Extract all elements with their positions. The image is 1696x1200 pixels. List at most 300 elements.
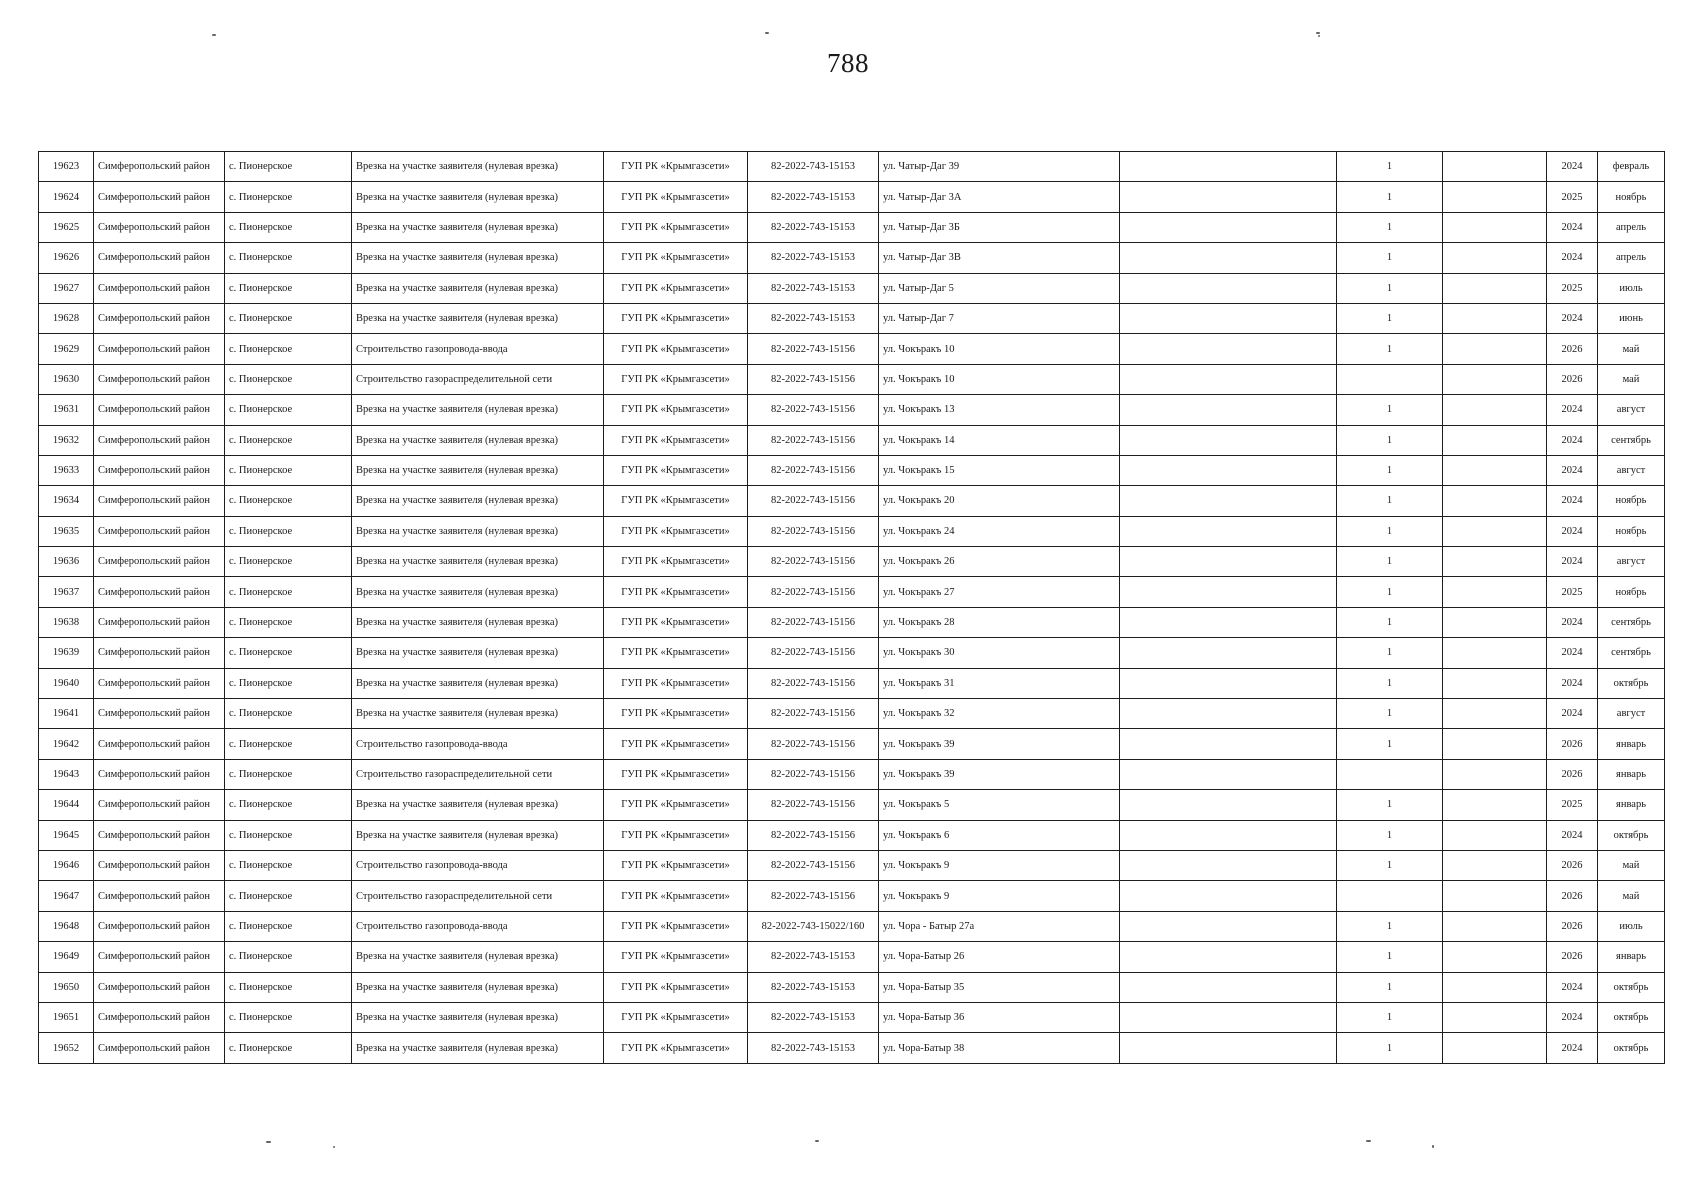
village-cell: с. Пионерское	[225, 243, 352, 273]
district-cell: Симферопольский район	[94, 668, 225, 698]
owner-cell: ГУП РК «Крымгазсети»	[604, 516, 748, 546]
project-code-cell: 82-2022-743-15156	[748, 699, 879, 729]
count-cell: 1	[1337, 820, 1443, 850]
village-cell: с. Пионерское	[225, 911, 352, 941]
empty-cell	[1120, 942, 1337, 972]
row-number: 19644	[39, 790, 94, 820]
table-row	[39, 850, 1665, 880]
work-type-cell: Врезка на участке заявителя (нулевая врезка)	[352, 577, 604, 607]
row-number: 19634	[39, 486, 94, 516]
work-type-cell: Врезка на участке заявителя (нулевая врезка)	[352, 699, 604, 729]
table-row	[39, 182, 1665, 212]
month-cell: ноябрь	[1598, 577, 1665, 607]
count-cell: 1	[1337, 152, 1443, 182]
table-row	[39, 364, 1665, 394]
count-cell: 1	[1337, 395, 1443, 425]
address-cell: ул. Чора-Батыр 36	[879, 1002, 1120, 1032]
table-row	[39, 273, 1665, 303]
district-cell: Симферопольский район	[94, 972, 225, 1002]
village-cell: с. Пионерское	[225, 182, 352, 212]
empty-cell	[1443, 850, 1547, 880]
table-row	[39, 668, 1665, 698]
owner-cell: ГУП РК «Крымгазсети»	[604, 850, 748, 880]
address-cell: ул. Чокъракъ 26	[879, 547, 1120, 577]
work-type-cell: Врезка на участке заявителя (нулевая врезка)	[352, 1033, 604, 1063]
month-cell: июнь	[1598, 303, 1665, 333]
year-cell: 2024	[1547, 638, 1598, 668]
empty-cell	[1443, 759, 1547, 789]
work-type-cell: Врезка на участке заявителя (нулевая врезка)	[352, 303, 604, 333]
project-code-cell: 82-2022-743-15156	[748, 638, 879, 668]
district-cell: Симферопольский район	[94, 699, 225, 729]
empty-cell	[1443, 395, 1547, 425]
month-cell: август	[1598, 547, 1665, 577]
empty-cell	[1120, 364, 1337, 394]
work-type-cell: Врезка на участке заявителя (нулевая врезка)	[352, 516, 604, 546]
month-cell: ноябрь	[1598, 516, 1665, 546]
district-cell: Симферопольский район	[94, 152, 225, 182]
year-cell: 2024	[1547, 425, 1598, 455]
count-cell: 1	[1337, 273, 1443, 303]
empty-cell	[1443, 638, 1547, 668]
address-cell: ул. Чокъракъ 39	[879, 759, 1120, 789]
row-number: 19646	[39, 850, 94, 880]
count-cell	[1337, 881, 1443, 911]
year-cell: 2025	[1547, 790, 1598, 820]
owner-cell: ГУП РК «Крымгазсети»	[604, 395, 748, 425]
row-number: 19630	[39, 364, 94, 394]
address-cell: ул. Чора - Батыр 27а	[879, 911, 1120, 941]
district-cell: Симферопольский район	[94, 243, 225, 273]
empty-cell	[1443, 516, 1547, 546]
work-type-cell: Строительство газораспределительной сети	[352, 759, 604, 789]
address-cell: ул. Чокъракъ 9	[879, 881, 1120, 911]
project-code-cell: 82-2022-743-15153	[748, 1033, 879, 1063]
empty-cell	[1120, 212, 1337, 242]
month-cell: январь	[1598, 942, 1665, 972]
village-cell: с. Пионерское	[225, 395, 352, 425]
owner-cell: ГУП РК «Крымгазсети»	[604, 881, 748, 911]
empty-cell	[1443, 425, 1547, 455]
empty-cell	[1120, 790, 1337, 820]
empty-cell	[1120, 668, 1337, 698]
row-number: 19633	[39, 455, 94, 485]
count-cell	[1337, 759, 1443, 789]
address-cell: ул. Чора-Батыр 26	[879, 942, 1120, 972]
year-cell: 2024	[1547, 303, 1598, 333]
district-cell: Симферопольский район	[94, 547, 225, 577]
owner-cell: ГУП РК «Крымгазсети»	[604, 699, 748, 729]
address-cell: ул. Чокъракъ 6	[879, 820, 1120, 850]
empty-cell	[1120, 577, 1337, 607]
village-cell: с. Пионерское	[225, 1002, 352, 1032]
work-type-cell: Строительство газораспределительной сети	[352, 364, 604, 394]
village-cell: с. Пионерское	[225, 881, 352, 911]
address-cell: ул. Чокъракъ 27	[879, 577, 1120, 607]
district-cell: Симферопольский район	[94, 729, 225, 759]
table-row	[39, 881, 1665, 911]
project-code-cell: 82-2022-743-15156	[748, 516, 879, 546]
year-cell: 2024	[1547, 972, 1598, 1002]
row-number: 19626	[39, 243, 94, 273]
owner-cell: ГУП РК «Крымгазсети»	[604, 425, 748, 455]
count-cell: 1	[1337, 638, 1443, 668]
year-cell: 2025	[1547, 577, 1598, 607]
row-number: 19632	[39, 425, 94, 455]
project-code-cell: 82-2022-743-15156	[748, 668, 879, 698]
village-cell: с. Пионерское	[225, 972, 352, 1002]
work-type-cell: Строительство газопровода-ввода	[352, 911, 604, 941]
scan-speck	[1318, 35, 1320, 37]
count-cell: 1	[1337, 699, 1443, 729]
district-cell: Симферопольский район	[94, 212, 225, 242]
table-row	[39, 1002, 1665, 1032]
year-cell: 2024	[1547, 607, 1598, 637]
address-cell: ул. Чокъракъ 20	[879, 486, 1120, 516]
address-cell: ул. Чокъракъ 9	[879, 850, 1120, 880]
year-cell: 2025	[1547, 182, 1598, 212]
owner-cell: ГУП РК «Крымгазсети»	[604, 364, 748, 394]
empty-cell	[1120, 972, 1337, 1002]
project-code-cell: 82-2022-743-15153	[748, 212, 879, 242]
empty-cell	[1120, 881, 1337, 911]
empty-cell	[1443, 911, 1547, 941]
work-type-cell: Врезка на участке заявителя (нулевая врезка)	[352, 212, 604, 242]
owner-cell: ГУП РК «Крымгазсети»	[604, 790, 748, 820]
empty-cell	[1120, 455, 1337, 485]
year-cell: 2024	[1547, 1002, 1598, 1032]
district-cell: Симферопольский район	[94, 638, 225, 668]
project-code-cell: 82-2022-743-15156	[748, 455, 879, 485]
district-cell: Симферопольский район	[94, 911, 225, 941]
row-number: 19629	[39, 334, 94, 364]
empty-cell	[1443, 881, 1547, 911]
owner-cell: ГУП РК «Крымгазсети»	[604, 668, 748, 698]
address-cell: ул. Чокъракъ 39	[879, 729, 1120, 759]
table-row	[39, 820, 1665, 850]
project-code-cell: 82-2022-743-15153	[748, 303, 879, 333]
project-code-cell: 82-2022-743-15156	[748, 364, 879, 394]
scan-speck	[1366, 1140, 1371, 1142]
owner-cell: ГУП РК «Крымгазсети»	[604, 1033, 748, 1063]
count-cell: 1	[1337, 607, 1443, 637]
village-cell: с. Пионерское	[225, 607, 352, 637]
year-cell: 2024	[1547, 455, 1598, 485]
table-row	[39, 729, 1665, 759]
owner-cell: ГУП РК «Крымгазсети»	[604, 729, 748, 759]
row-number: 19628	[39, 303, 94, 333]
district-cell: Симферопольский район	[94, 303, 225, 333]
row-number: 19627	[39, 273, 94, 303]
month-cell: ноябрь	[1598, 486, 1665, 516]
owner-cell: ГУП РК «Крымгазсети»	[604, 638, 748, 668]
row-number: 19650	[39, 972, 94, 1002]
row-number: 19625	[39, 212, 94, 242]
village-cell: с. Пионерское	[225, 790, 352, 820]
month-cell: октябрь	[1598, 820, 1665, 850]
year-cell: 2024	[1547, 1033, 1598, 1063]
year-cell: 2024	[1547, 152, 1598, 182]
district-cell: Симферопольский район	[94, 364, 225, 394]
empty-cell	[1443, 273, 1547, 303]
scan-speck	[1316, 32, 1320, 34]
district-cell: Симферопольский район	[94, 486, 225, 516]
row-number: 19642	[39, 729, 94, 759]
village-cell: с. Пионерское	[225, 486, 352, 516]
empty-cell	[1120, 395, 1337, 425]
registry-table	[38, 151, 1665, 1064]
scan-speck	[266, 1141, 271, 1143]
row-number: 19647	[39, 881, 94, 911]
project-code-cell: 82-2022-743-15156	[748, 790, 879, 820]
count-cell: 1	[1337, 486, 1443, 516]
year-cell: 2024	[1547, 699, 1598, 729]
work-type-cell: Врезка на участке заявителя (нулевая врезка)	[352, 455, 604, 485]
row-number: 19623	[39, 152, 94, 182]
address-cell: ул. Чокъракъ 30	[879, 638, 1120, 668]
table-row	[39, 1033, 1665, 1063]
row-number: 19638	[39, 607, 94, 637]
count-cell: 1	[1337, 182, 1443, 212]
year-cell: 2024	[1547, 486, 1598, 516]
project-code-cell: 82-2022-743-15156	[748, 577, 879, 607]
table-row	[39, 455, 1665, 485]
month-cell: январь	[1598, 790, 1665, 820]
address-cell: ул. Чокъракъ 15	[879, 455, 1120, 485]
village-cell: с. Пионерское	[225, 425, 352, 455]
year-cell: 2026	[1547, 729, 1598, 759]
table-row	[39, 152, 1665, 182]
empty-cell	[1120, 303, 1337, 333]
year-cell: 2026	[1547, 911, 1598, 941]
project-code-cell: 82-2022-743-15156	[748, 547, 879, 577]
count-cell: 1	[1337, 334, 1443, 364]
address-cell: ул. Чокъракъ 14	[879, 425, 1120, 455]
village-cell: с. Пионерское	[225, 516, 352, 546]
table-row	[39, 607, 1665, 637]
project-code-cell: 82-2022-743-15153	[748, 972, 879, 1002]
owner-cell: ГУП РК «Крымгазсети»	[604, 577, 748, 607]
project-code-cell: 82-2022-743-15156	[748, 729, 879, 759]
district-cell: Симферопольский район	[94, 790, 225, 820]
row-number: 19643	[39, 759, 94, 789]
count-cell: 1	[1337, 911, 1443, 941]
work-type-cell: Врезка на участке заявителя (нулевая врезка)	[352, 182, 604, 212]
row-number: 19641	[39, 699, 94, 729]
address-cell: ул. Чокъракъ 10	[879, 364, 1120, 394]
owner-cell: ГУП РК «Крымгазсети»	[604, 972, 748, 1002]
empty-cell	[1443, 1002, 1547, 1032]
owner-cell: ГУП РК «Крымгазсети»	[604, 942, 748, 972]
district-cell: Симферопольский район	[94, 516, 225, 546]
count-cell	[1337, 364, 1443, 394]
address-cell: ул. Чокъракъ 32	[879, 699, 1120, 729]
project-code-cell: 82-2022-743-15153	[748, 942, 879, 972]
project-code-cell: 82-2022-743-15153	[748, 182, 879, 212]
district-cell: Симферопольский район	[94, 850, 225, 880]
village-cell: с. Пионерское	[225, 334, 352, 364]
village-cell: с. Пионерское	[225, 577, 352, 607]
work-type-cell: Врезка на участке заявителя (нулевая врезка)	[352, 942, 604, 972]
address-cell: ул. Чокъракъ 13	[879, 395, 1120, 425]
owner-cell: ГУП РК «Крымгазсети»	[604, 1002, 748, 1032]
table-row	[39, 547, 1665, 577]
owner-cell: ГУП РК «Крымгазсети»	[604, 303, 748, 333]
row-number: 19649	[39, 942, 94, 972]
project-code-cell: 82-2022-743-15156	[748, 881, 879, 911]
empty-cell	[1443, 243, 1547, 273]
year-cell: 2026	[1547, 881, 1598, 911]
table-row	[39, 759, 1665, 789]
month-cell: сентябрь	[1598, 425, 1665, 455]
month-cell: сентябрь	[1598, 607, 1665, 637]
empty-cell	[1120, 182, 1337, 212]
count-cell: 1	[1337, 425, 1443, 455]
table-row	[39, 942, 1665, 972]
project-code-cell: 82-2022-743-15156	[748, 425, 879, 455]
project-code-cell: 82-2022-743-15153	[748, 273, 879, 303]
address-cell: ул. Чокъракъ 31	[879, 668, 1120, 698]
empty-cell	[1120, 638, 1337, 668]
district-cell: Симферопольский район	[94, 1002, 225, 1032]
empty-cell	[1120, 850, 1337, 880]
owner-cell: ГУП РК «Крымгазсети»	[604, 607, 748, 637]
empty-cell	[1120, 820, 1337, 850]
month-cell: февраль	[1598, 152, 1665, 182]
owner-cell: ГУП РК «Крымгазсети»	[604, 820, 748, 850]
month-cell: август	[1598, 699, 1665, 729]
address-cell: ул. Чокъракъ 28	[879, 607, 1120, 637]
village-cell: с. Пионерское	[225, 638, 352, 668]
empty-cell	[1120, 334, 1337, 364]
table-row	[39, 425, 1665, 455]
empty-cell	[1443, 212, 1547, 242]
district-cell: Симферопольский район	[94, 577, 225, 607]
district-cell: Симферопольский район	[94, 425, 225, 455]
owner-cell: ГУП РК «Крымгазсети»	[604, 547, 748, 577]
table-row	[39, 395, 1665, 425]
owner-cell: ГУП РК «Крымгазсети»	[604, 486, 748, 516]
scan-speck	[815, 1140, 819, 1142]
row-number: 19648	[39, 911, 94, 941]
work-type-cell: Врезка на участке заявителя (нулевая врезка)	[352, 972, 604, 1002]
village-cell: с. Пионерское	[225, 364, 352, 394]
owner-cell: ГУП РК «Крымгазсети»	[604, 152, 748, 182]
village-cell: с. Пионерское	[225, 820, 352, 850]
year-cell: 2026	[1547, 850, 1598, 880]
district-cell: Симферопольский район	[94, 334, 225, 364]
village-cell: с. Пионерское	[225, 303, 352, 333]
empty-cell	[1120, 243, 1337, 273]
address-cell: ул. Чокъракъ 24	[879, 516, 1120, 546]
owner-cell: ГУП РК «Крымгазсети»	[604, 212, 748, 242]
empty-cell	[1443, 972, 1547, 1002]
work-type-cell: Врезка на участке заявителя (нулевая врезка)	[352, 638, 604, 668]
month-cell: август	[1598, 455, 1665, 485]
month-cell: май	[1598, 881, 1665, 911]
project-code-cell: 82-2022-743-15153	[748, 152, 879, 182]
month-cell: июль	[1598, 273, 1665, 303]
empty-cell	[1443, 668, 1547, 698]
count-cell: 1	[1337, 547, 1443, 577]
village-cell: с. Пионерское	[225, 455, 352, 485]
district-cell: Симферопольский район	[94, 1033, 225, 1063]
village-cell: с. Пионерское	[225, 729, 352, 759]
address-cell: ул. Чора-Батыр 35	[879, 972, 1120, 1002]
empty-cell	[1443, 455, 1547, 485]
row-number: 19635	[39, 516, 94, 546]
work-type-cell: Строительство газопровода-ввода	[352, 850, 604, 880]
year-cell: 2025	[1547, 273, 1598, 303]
month-cell: август	[1598, 395, 1665, 425]
table-row	[39, 334, 1665, 364]
empty-cell	[1120, 699, 1337, 729]
row-number: 19645	[39, 820, 94, 850]
table-row	[39, 911, 1665, 941]
month-cell: апрель	[1598, 212, 1665, 242]
empty-cell	[1120, 486, 1337, 516]
project-code-cell: 82-2022-743-15022/160	[748, 911, 879, 941]
owner-cell: ГУП РК «Крымгазсети»	[604, 273, 748, 303]
work-type-cell: Строительство газораспределительной сети	[352, 881, 604, 911]
address-cell: ул. Чатыр-Даг 3А	[879, 182, 1120, 212]
project-code-cell: 82-2022-743-15156	[748, 395, 879, 425]
month-cell: ноябрь	[1598, 182, 1665, 212]
month-cell: октябрь	[1598, 972, 1665, 1002]
empty-cell	[1120, 1002, 1337, 1032]
district-cell: Симферопольский район	[94, 942, 225, 972]
work-type-cell: Врезка на участке заявителя (нулевая врезка)	[352, 152, 604, 182]
work-type-cell: Врезка на участке заявителя (нулевая врезка)	[352, 790, 604, 820]
work-type-cell: Врезка на участке заявителя (нулевая врезка)	[352, 486, 604, 516]
table-row	[39, 577, 1665, 607]
empty-cell	[1120, 759, 1337, 789]
village-cell: с. Пионерское	[225, 668, 352, 698]
owner-cell: ГУП РК «Крымгазсети»	[604, 759, 748, 789]
project-code-cell: 82-2022-743-15156	[748, 820, 879, 850]
row-number: 19639	[39, 638, 94, 668]
owner-cell: ГУП РК «Крымгазсети»	[604, 182, 748, 212]
address-cell: ул. Чатыр-Даг 7	[879, 303, 1120, 333]
empty-cell	[1443, 577, 1547, 607]
count-cell: 1	[1337, 942, 1443, 972]
address-cell: ул. Чокъракъ 5	[879, 790, 1120, 820]
scan-speck	[212, 34, 216, 36]
month-cell: сентябрь	[1598, 638, 1665, 668]
table-row	[39, 638, 1665, 668]
village-cell: с. Пионерское	[225, 699, 352, 729]
count-cell: 1	[1337, 790, 1443, 820]
month-cell: май	[1598, 364, 1665, 394]
month-cell: май	[1598, 850, 1665, 880]
table-row	[39, 699, 1665, 729]
district-cell: Симферопольский район	[94, 395, 225, 425]
village-cell: с. Пионерское	[225, 212, 352, 242]
table-row	[39, 486, 1665, 516]
district-cell: Симферопольский район	[94, 759, 225, 789]
count-cell: 1	[1337, 455, 1443, 485]
work-type-cell: Врезка на участке заявителя (нулевая врезка)	[352, 425, 604, 455]
empty-cell	[1443, 547, 1547, 577]
empty-cell	[1120, 911, 1337, 941]
village-cell: с. Пионерское	[225, 942, 352, 972]
year-cell: 2024	[1547, 668, 1598, 698]
empty-cell	[1443, 182, 1547, 212]
count-cell: 1	[1337, 516, 1443, 546]
row-number: 19631	[39, 395, 94, 425]
row-number: 19640	[39, 668, 94, 698]
empty-cell	[1443, 699, 1547, 729]
